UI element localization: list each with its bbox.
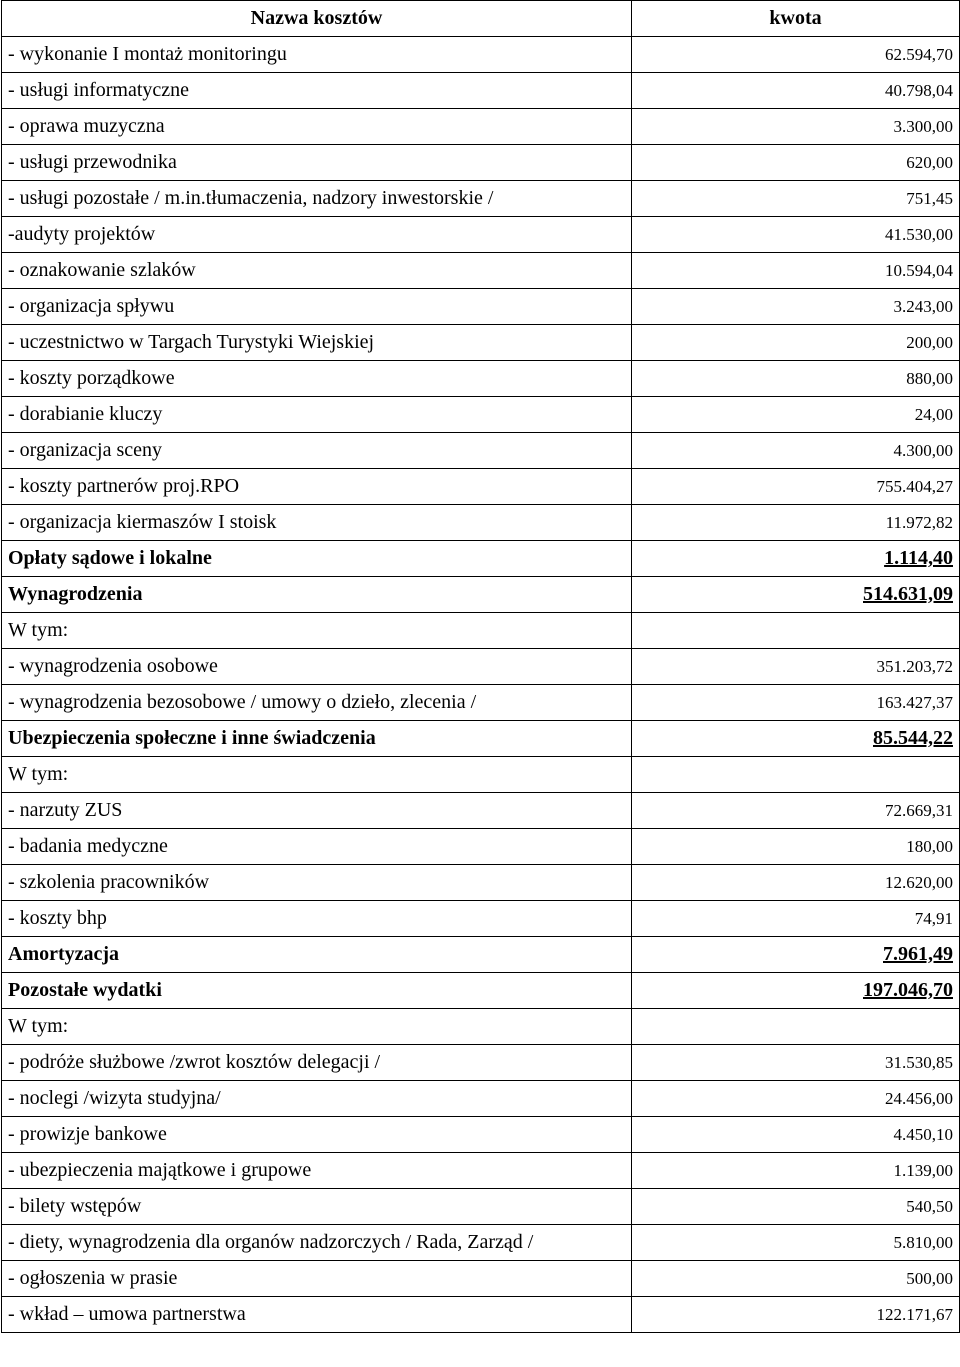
cost-name-cell: - uczestnictwo w Targach Turystyki Wiejskiej — [2, 325, 632, 361]
table-row — [2, 865, 960, 901]
cost-amount-cell: 24.456,00 — [632, 1081, 960, 1117]
cost-amount-cell: 11.972,82 — [632, 505, 960, 541]
cost-table — [1, 0, 960, 1333]
cost-name-cell: - dorabianie kluczy — [2, 397, 632, 433]
table-row — [2, 1297, 960, 1333]
cost-amount-cell: 41.530,00 — [632, 217, 960, 253]
cost-name-cell: - wynagrodzenia osobowe — [2, 649, 632, 685]
table-row — [2, 181, 960, 217]
cost-amount-cell: 351.203,72 — [632, 649, 960, 685]
cost-name-cell: - organizacja spływu — [2, 289, 632, 325]
cost-name-cell: - usługi informatyczne — [2, 73, 632, 109]
cost-amount-cell: 4.450,10 — [632, 1117, 960, 1153]
table-row — [2, 289, 960, 325]
cost-amount-cell — [632, 1009, 960, 1045]
table-row — [2, 1009, 960, 1045]
table-row — [2, 685, 960, 721]
table-row — [2, 325, 960, 361]
table-row — [2, 469, 960, 505]
cost-amount-cell: 40.798,04 — [632, 73, 960, 109]
cost-name-cell: - oznakowanie szlaków — [2, 253, 632, 289]
cost-name-cell: - badania medyczne — [2, 829, 632, 865]
cost-name-cell: W tym: — [2, 757, 632, 793]
table-row — [2, 433, 960, 469]
table-row — [2, 109, 960, 145]
table-row — [2, 253, 960, 289]
table-row — [2, 721, 960, 757]
cost-name-cell: - wkład – umowa partnerstwa — [2, 1297, 632, 1333]
cost-amount-cell: 72.669,31 — [632, 793, 960, 829]
cost-name-cell: - wykonanie I montaż monitoringu — [2, 37, 632, 73]
table-header-row — [2, 1, 960, 37]
column-header-name: Nazwa kosztów — [2, 1, 632, 37]
table-row — [2, 397, 960, 433]
cost-name-cell: - oprawa muzyczna — [2, 109, 632, 145]
table-row — [2, 73, 960, 109]
cost-name-cell: - prowizje bankowe — [2, 1117, 632, 1153]
cost-name-cell: - wynagrodzenia bezosobowe / umowy o dzieło, zlecenia / — [2, 685, 632, 721]
cost-amount-cell — [632, 757, 960, 793]
cost-amount-cell: 500,00 — [632, 1261, 960, 1297]
table-row — [2, 541, 960, 577]
cost-amount-cell: 163.427,37 — [632, 685, 960, 721]
cost-amount-cell: 12.620,00 — [632, 865, 960, 901]
table-row — [2, 973, 960, 1009]
table-row — [2, 217, 960, 253]
cost-amount-cell: 755.404,27 — [632, 469, 960, 505]
table-row — [2, 901, 960, 937]
table-row — [2, 37, 960, 73]
table-row — [2, 649, 960, 685]
cost-name-cell: W tym: — [2, 1009, 632, 1045]
cost-name-cell: - noclegi /wizyta studyjna/ — [2, 1081, 632, 1117]
cost-name-cell: - koszty bhp — [2, 901, 632, 937]
cost-amount-cell: 620,00 — [632, 145, 960, 181]
cost-name-cell: - usługi pozostałe / m.in.tłumaczenia, nadzory inwestorskie / — [2, 181, 632, 217]
table-row — [2, 1081, 960, 1117]
table-row — [2, 1045, 960, 1081]
table-row — [2, 937, 960, 973]
cost-name-cell: - ogłoszenia w prasie — [2, 1261, 632, 1297]
cost-name-cell: - organizacja kiermaszów I stoisk — [2, 505, 632, 541]
cost-name-cell: Wynagrodzenia — [2, 577, 632, 613]
cost-amount-cell: 4.300,00 — [632, 433, 960, 469]
cost-amount-cell: 751,45 — [632, 181, 960, 217]
cost-name-cell: - koszty partnerów proj.RPO — [2, 469, 632, 505]
cost-amount-cell: 1.114,40 — [632, 541, 960, 577]
table-row — [2, 577, 960, 613]
cost-name-cell: -audyty projektów — [2, 217, 632, 253]
cost-amount-cell: 514.631,09 — [632, 577, 960, 613]
table-row — [2, 505, 960, 541]
cost-amount-cell: 200,00 — [632, 325, 960, 361]
table-row — [2, 1189, 960, 1225]
table-row — [2, 361, 960, 397]
cost-name-cell: Pozostałe wydatki — [2, 973, 632, 1009]
column-header-amount: kwota — [632, 1, 960, 37]
cost-name-cell: Ubezpieczenia społeczne i inne świadczenia — [2, 721, 632, 757]
cost-amount-cell: 3.300,00 — [632, 109, 960, 145]
cost-name-cell: - narzuty ZUS — [2, 793, 632, 829]
table-row — [2, 613, 960, 649]
cost-amount-cell: 880,00 — [632, 361, 960, 397]
cost-name-cell: - koszty porządkowe — [2, 361, 632, 397]
table-row — [2, 145, 960, 181]
cost-name-cell: - organizacja sceny — [2, 433, 632, 469]
cost-amount-cell: 5.810,00 — [632, 1225, 960, 1261]
cost-amount-cell: 7.961,49 — [632, 937, 960, 973]
cost-amount-cell: 180,00 — [632, 829, 960, 865]
table-row — [2, 1153, 960, 1189]
cost-amount-cell: 85.544,22 — [632, 721, 960, 757]
table-body — [2, 37, 960, 1333]
cost-name-cell: - ubezpieczenia majątkowe i grupowe — [2, 1153, 632, 1189]
table-row — [2, 829, 960, 865]
cost-amount-cell: 1.139,00 — [632, 1153, 960, 1189]
cost-amount-cell: 31.530,85 — [632, 1045, 960, 1081]
cost-amount-cell: 197.046,70 — [632, 973, 960, 1009]
table-row — [2, 793, 960, 829]
cost-name-cell: - usługi przewodnika — [2, 145, 632, 181]
cost-amount-cell: 10.594,04 — [632, 253, 960, 289]
cost-name-cell: - podróże służbowe /zwrot kosztów delegacji / — [2, 1045, 632, 1081]
cost-amount-cell: 74,91 — [632, 901, 960, 937]
cost-amount-cell: 3.243,00 — [632, 289, 960, 325]
cost-name-cell: Amortyzacja — [2, 937, 632, 973]
cost-amount-cell: 122.171,67 — [632, 1297, 960, 1333]
cost-amount-cell: 540,50 — [632, 1189, 960, 1225]
cost-name-cell: - szkolenia pracowników — [2, 865, 632, 901]
cost-name-cell: - diety, wynagrodzenia dla organów nadzorczych / Rada, Zarząd / — [2, 1225, 632, 1261]
table-row — [2, 1117, 960, 1153]
table-row — [2, 1261, 960, 1297]
cost-name-cell: Opłaty sądowe i lokalne — [2, 541, 632, 577]
cost-name-cell: W tym: — [2, 613, 632, 649]
table-row — [2, 757, 960, 793]
cost-amount-cell: 24,00 — [632, 397, 960, 433]
cost-amount-cell — [632, 613, 960, 649]
table-row — [2, 1225, 960, 1261]
cost-amount-cell: 62.594,70 — [632, 37, 960, 73]
cost-name-cell: - bilety wstępów — [2, 1189, 632, 1225]
